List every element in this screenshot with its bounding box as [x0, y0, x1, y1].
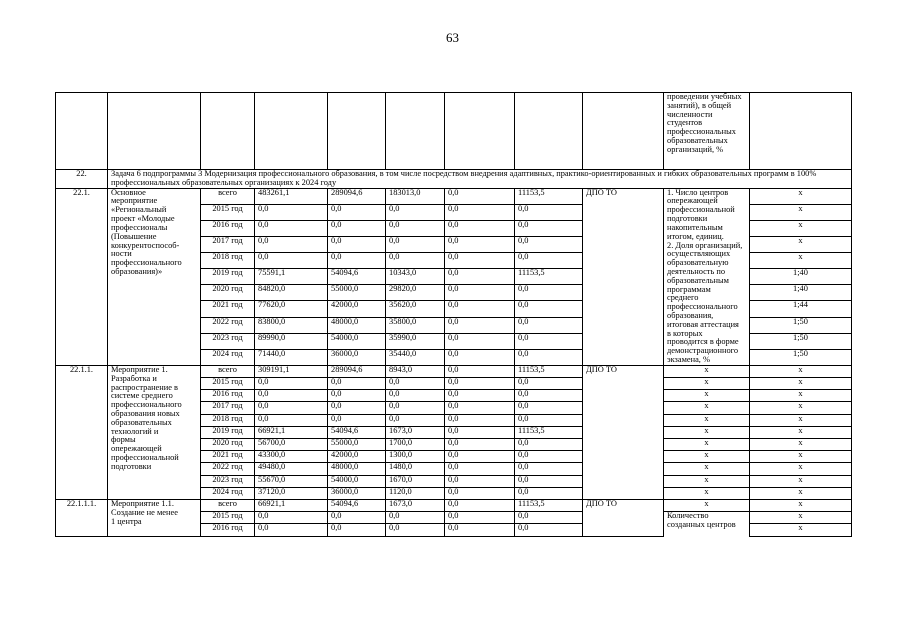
federal-budget-cell: 36000,0: [328, 349, 386, 365]
federal-budget-cell: 0,0: [328, 414, 386, 426]
other-sources-cell: 0,0: [515, 349, 583, 365]
indicator-value-cell: x: [750, 524, 852, 536]
indicator-value-cell: 1;50: [750, 333, 852, 349]
federal-budget-cell: 42000,0: [328, 301, 386, 317]
indicator-cell: x: [664, 378, 750, 390]
regional-budget-cell: 0,0: [386, 512, 445, 524]
regional-budget-cell: 10343,0: [386, 269, 445, 285]
federal-budget-cell: 0,0: [328, 378, 386, 390]
regional-budget-cell: 35800,0: [386, 317, 445, 333]
year-cell: 2022 год: [201, 317, 255, 333]
other-sources-cell: 0,0: [515, 390, 583, 402]
indicator-cell: x: [664, 426, 750, 438]
total-cell: 75591,1: [255, 269, 328, 285]
year-cell: 2020 год: [201, 439, 255, 451]
regional-budget-cell: 0,0: [386, 220, 445, 236]
other-sources-cell: 11153,5: [515, 365, 583, 377]
task-number: 22.: [56, 170, 108, 189]
other-sources-cell: 0,0: [515, 220, 583, 236]
federal-budget-cell: 0,0: [328, 236, 386, 252]
regional-budget-cell: 35620,0: [386, 301, 445, 317]
local-budget-cell: 0,0: [445, 236, 515, 252]
local-budget-cell: 0,0: [445, 475, 515, 487]
other-sources-cell: 11153,5: [515, 426, 583, 438]
local-budget-cell: 0,0: [445, 390, 515, 402]
federal-budget-cell: 54094,6: [328, 426, 386, 438]
federal-budget-cell: 48000,0: [328, 317, 386, 333]
year-cell: 2015 год: [201, 512, 255, 524]
local-budget-cell: 0,0: [445, 439, 515, 451]
regional-budget-cell: 0,0: [386, 378, 445, 390]
indicator-value-cell: x: [750, 402, 852, 414]
federal-budget-cell: 0,0: [328, 220, 386, 236]
indicator-value-cell: x: [750, 487, 852, 499]
regional-budget-cell: 35440,0: [386, 349, 445, 365]
total-cell: 84820,0: [255, 285, 328, 301]
local-budget-cell: 0,0: [445, 402, 515, 414]
local-budget-cell: 0,0: [445, 365, 515, 377]
year-cell: 2021 год: [201, 451, 255, 463]
indicator-value-cell: x: [750, 365, 852, 377]
federal-budget-cell: 48000,0: [328, 463, 386, 475]
other-sources-cell: 0,0: [515, 333, 583, 349]
other-sources-cell: 0,0: [515, 378, 583, 390]
indicator-value-cell: 1;50: [750, 349, 852, 365]
local-budget-cell: 0,0: [445, 333, 515, 349]
other-sources-cell: 0,0: [515, 487, 583, 499]
executor-cell: ДПО ТО: [583, 188, 664, 365]
item-name: Основное мероприятие «Региональный проект «Молодые профессионалы (Повышение конкурентоспособ- ности профессионального образования)»: [108, 188, 201, 365]
total-cell: 0,0: [255, 402, 328, 414]
local-budget-cell: 0,0: [445, 512, 515, 524]
indicator-value-cell: x: [750, 390, 852, 402]
year-cell: 2018 год: [201, 253, 255, 269]
year-cell: всего: [201, 365, 255, 377]
other-sources-cell: 0,0: [515, 439, 583, 451]
other-sources-cell: 0,0: [515, 451, 583, 463]
regional-budget-cell: 1120,0: [386, 487, 445, 499]
other-sources-cell: 0,0: [515, 524, 583, 536]
regional-budget-cell: 1670,0: [386, 475, 445, 487]
indicator-value-cell: x: [750, 451, 852, 463]
local-budget-cell: 0,0: [445, 253, 515, 269]
federal-budget-cell: 42000,0: [328, 451, 386, 463]
local-budget-cell: 0,0: [445, 426, 515, 438]
federal-budget-cell: 0,0: [328, 204, 386, 220]
regional-budget-cell: 0,0: [386, 236, 445, 252]
federal-budget-cell: 289094,6: [328, 188, 386, 204]
indicator-cell: x: [664, 475, 750, 487]
indicator-cell: x: [664, 365, 750, 377]
regional-budget-cell: 0,0: [386, 414, 445, 426]
total-cell: 0,0: [255, 390, 328, 402]
year-cell: всего: [201, 188, 255, 204]
year-cell: 2015 год: [201, 378, 255, 390]
indicator-value-cell: x: [750, 512, 852, 524]
federal-budget-cell: 54000,0: [328, 475, 386, 487]
year-cell: 2016 год: [201, 220, 255, 236]
regional-budget-cell: 0,0: [386, 204, 445, 220]
other-sources-cell: 0,0: [515, 253, 583, 269]
total-cell: 66921,1: [255, 499, 328, 511]
indicator-value-cell: x: [750, 426, 852, 438]
regional-budget-cell: 35990,0: [386, 333, 445, 349]
total-cell: 0,0: [255, 204, 328, 220]
regional-budget-cell: 1480,0: [386, 463, 445, 475]
federal-budget-cell: 0,0: [328, 390, 386, 402]
executor-cell: ДПО ТО: [583, 499, 664, 536]
indicator-value-cell: x: [750, 378, 852, 390]
regional-budget-cell: 0,0: [386, 253, 445, 269]
table-row: [56, 365, 852, 377]
other-sources-cell: 0,0: [515, 204, 583, 220]
total-cell: 43300,0: [255, 451, 328, 463]
federal-budget-cell: 36000,0: [328, 487, 386, 499]
task-text: Задача 6 подпрограммы 3 Модернизация профессионального образования, в том числе посредством внедрения адаптивных, практико-ориентированных и гибких образовательных программ в 100% профессиональных образовательных организациях к 2024 году: [108, 170, 852, 189]
continuation-row: [56, 93, 852, 170]
indicator-value-cell: x: [750, 188, 852, 204]
indicator-cell: x: [664, 414, 750, 426]
federal-budget-cell: 0,0: [328, 253, 386, 269]
total-cell: 309191,1: [255, 365, 328, 377]
year-cell: 2018 год: [201, 414, 255, 426]
year-cell: 2023 год: [201, 333, 255, 349]
total-cell: 77620,0: [255, 301, 328, 317]
regional-budget-cell: 1673,0: [386, 426, 445, 438]
total-cell: 55670,0: [255, 475, 328, 487]
year-cell: 2017 год: [201, 402, 255, 414]
local-budget-cell: 0,0: [445, 301, 515, 317]
regional-budget-cell: 0,0: [386, 402, 445, 414]
program-table: [55, 92, 852, 537]
other-sources-cell: 11153,5: [515, 188, 583, 204]
local-budget-cell: 0,0: [445, 204, 515, 220]
regional-budget-cell: 8943,0: [386, 365, 445, 377]
year-cell: 2019 год: [201, 269, 255, 285]
local-budget-cell: 0,0: [445, 414, 515, 426]
item-name: Мероприятие 1. Разработка и распространение в системе среднего профессионального образования новых образовательных технологий и формы опережающей профессиональной подготовки: [108, 365, 201, 499]
indicator-value-cell: x: [750, 414, 852, 426]
total-cell: 71440,0: [255, 349, 328, 365]
year-cell: 2015 год: [201, 204, 255, 220]
other-sources-cell: 0,0: [515, 414, 583, 426]
regional-budget-cell: 1673,0: [386, 499, 445, 511]
item-number: 22.1.: [56, 188, 108, 365]
regional-budget-cell: 0,0: [386, 390, 445, 402]
year-cell: 2020 год: [201, 285, 255, 301]
indicator-cell: x: [664, 402, 750, 414]
federal-budget-cell: 0,0: [328, 524, 386, 536]
table-row: [56, 188, 852, 204]
local-budget-cell: 0,0: [445, 451, 515, 463]
total-cell: 0,0: [255, 414, 328, 426]
indicator-value-cell: 1;40: [750, 285, 852, 301]
regional-budget-cell: 1300,0: [386, 451, 445, 463]
total-cell: 0,0: [255, 512, 328, 524]
task-row: [56, 170, 852, 189]
indicator-value-cell: 1;44: [750, 301, 852, 317]
total-cell: 0,0: [255, 524, 328, 536]
indicator-value-cell: x: [750, 236, 852, 252]
indicator-value-cell: x: [750, 253, 852, 269]
federal-budget-cell: 0,0: [328, 402, 386, 414]
local-budget-cell: 0,0: [445, 463, 515, 475]
other-sources-cell: 0,0: [515, 512, 583, 524]
local-budget-cell: 0,0: [445, 285, 515, 301]
indicator-cell: x: [664, 499, 750, 511]
federal-budget-cell: 55000,0: [328, 439, 386, 451]
total-cell: 0,0: [255, 236, 328, 252]
total-cell: 0,0: [255, 220, 328, 236]
indicator-name: 1. Число центров опережающей профессиональной подготовки накопительным итогом, единиц. 2. Доля организаций, осуществляющих образовательную деятельность по образовательным программам среднего профессионального образования, итоговая аттестация в которых проводится в форме демонстрационного экзамена, %: [664, 188, 750, 365]
regional-budget-cell: 1700,0: [386, 439, 445, 451]
federal-budget-cell: 55000,0: [328, 285, 386, 301]
indicator-value-cell: x: [750, 499, 852, 511]
regional-budget-cell: 29820,0: [386, 285, 445, 301]
continued-indicator-text: проведении учебных занятий), в общей численности студентов профессиональных образовательных организаций, %: [664, 93, 750, 170]
federal-budget-cell: 0,0: [328, 512, 386, 524]
indicator-value-cell: 1;50: [750, 317, 852, 333]
total-cell: 56700,0: [255, 439, 328, 451]
total-cell: 66921,1: [255, 426, 328, 438]
indicator-cell: x: [664, 439, 750, 451]
local-budget-cell: 0,0: [445, 487, 515, 499]
item-name: Мероприятие 1.1. Создание не менее 1 центра: [108, 499, 201, 536]
local-budget-cell: 0,0: [445, 269, 515, 285]
total-cell: 483261,1: [255, 188, 328, 204]
local-budget-cell: 0,0: [445, 220, 515, 236]
year-cell: 2017 год: [201, 236, 255, 252]
year-cell: 2023 год: [201, 475, 255, 487]
local-budget-cell: 0,0: [445, 349, 515, 365]
indicator-value-cell: x: [750, 439, 852, 451]
other-sources-cell: 0,0: [515, 236, 583, 252]
other-sources-cell: 0,0: [515, 301, 583, 317]
federal-budget-cell: 54094,6: [328, 269, 386, 285]
year-cell: 2024 год: [201, 349, 255, 365]
other-sources-cell: 11153,5: [515, 269, 583, 285]
total-cell: 0,0: [255, 253, 328, 269]
total-cell: 49480,0: [255, 463, 328, 475]
item-number: 22.1.1.: [56, 365, 108, 499]
local-budget-cell: 0,0: [445, 378, 515, 390]
indicator-name: Количество созданных центров: [664, 512, 750, 536]
regional-budget-cell: 183013,0: [386, 188, 445, 204]
indicator-value-cell: x: [750, 463, 852, 475]
indicator-value-cell: 1;40: [750, 269, 852, 285]
other-sources-cell: 0,0: [515, 285, 583, 301]
indicator-value-cell: x: [750, 220, 852, 236]
federal-budget-cell: 289094,6: [328, 365, 386, 377]
indicator-value-cell: x: [750, 204, 852, 220]
indicator-value-cell: x: [750, 475, 852, 487]
other-sources-cell: 0,0: [515, 402, 583, 414]
year-cell: 2019 год: [201, 426, 255, 438]
other-sources-cell: 0,0: [515, 475, 583, 487]
page-number: 63: [446, 30, 459, 45]
indicator-cell: x: [664, 463, 750, 475]
total-cell: 89990,0: [255, 333, 328, 349]
total-cell: 0,0: [255, 378, 328, 390]
item-number: 22.1.1.1.: [56, 499, 108, 536]
total-cell: 37120,0: [255, 487, 328, 499]
other-sources-cell: 11153,5: [515, 499, 583, 511]
local-budget-cell: 0,0: [445, 188, 515, 204]
year-cell: 2022 год: [201, 463, 255, 475]
table-row: [56, 499, 852, 511]
year-cell: 2016 год: [201, 390, 255, 402]
total-cell: 83800,0: [255, 317, 328, 333]
indicator-cell: x: [664, 451, 750, 463]
local-budget-cell: 0,0: [445, 317, 515, 333]
executor-cell: ДПО ТО: [583, 365, 664, 499]
year-cell: 2021 год: [201, 301, 255, 317]
local-budget-cell: 0,0: [445, 499, 515, 511]
year-cell: всего: [201, 499, 255, 511]
indicator-cell: x: [664, 487, 750, 499]
federal-budget-cell: 54000,0: [328, 333, 386, 349]
indicator-cell: x: [664, 390, 750, 402]
other-sources-cell: 0,0: [515, 317, 583, 333]
year-cell: 2016 год: [201, 524, 255, 536]
regional-budget-cell: 0,0: [386, 524, 445, 536]
federal-budget-cell: 54094,6: [328, 499, 386, 511]
year-cell: 2024 год: [201, 487, 255, 499]
other-sources-cell: 0,0: [515, 463, 583, 475]
local-budget-cell: 0,0: [445, 524, 515, 536]
